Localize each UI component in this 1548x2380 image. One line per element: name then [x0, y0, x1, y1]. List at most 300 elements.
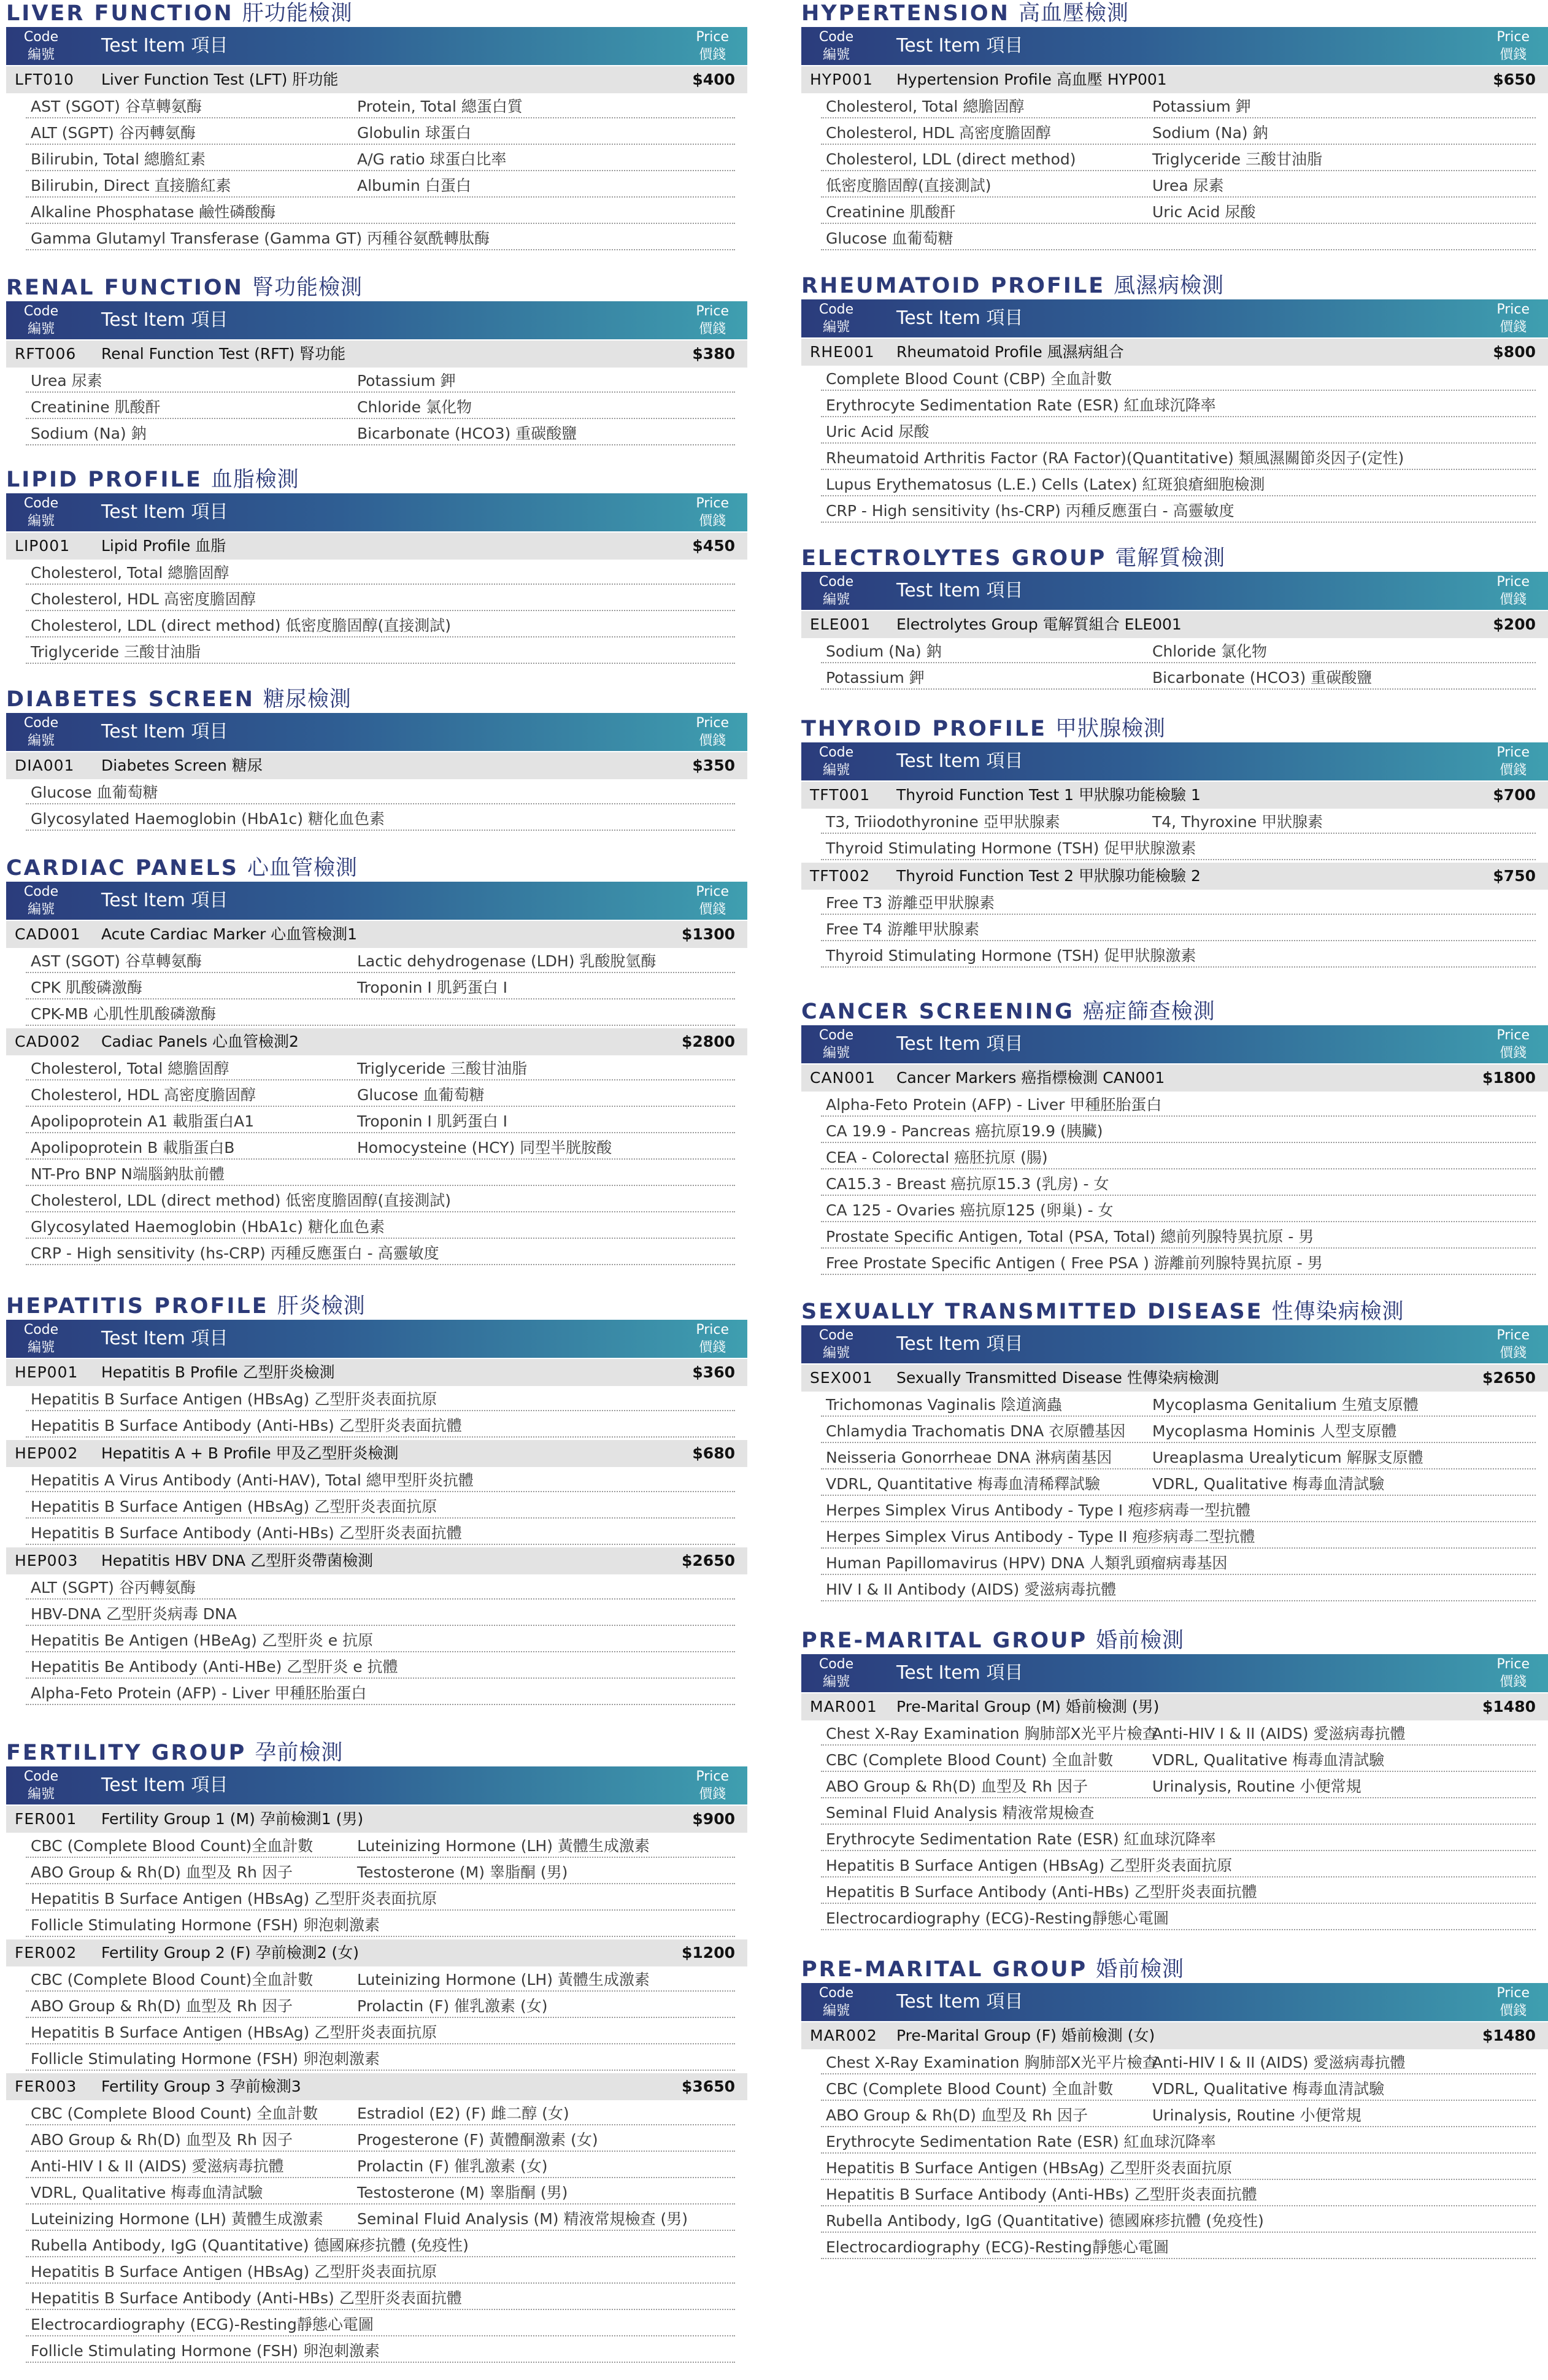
header-price-en: Price: [696, 496, 729, 511]
test-item: Chloride 氯化物: [1152, 642, 1267, 660]
test-item: Hepatitis B Surface Antibody (Anti-HBs) 乙型肝炎表面抗體: [31, 2289, 462, 2307]
test-item-row: [801, 445, 1548, 471]
test-item: AST (SGOT) 谷草轉氨酶: [31, 98, 202, 115]
test-item-row: [801, 1773, 1548, 1800]
test-item: Potassium 鉀: [826, 669, 925, 687]
package-name: Acute Cardiac Marker 心血管檢測1: [101, 925, 358, 943]
test-item: Prostate Specific Antigen, Total (PSA, Total) 總前列腺特異抗原 - 男: [826, 1228, 1314, 1246]
package-name: Cancer Markers 癌指標檢測 CAN001: [896, 1069, 1165, 1087]
header-code-en: Code: [23, 29, 59, 45]
package-code: FER003: [15, 2078, 77, 2095]
package-row: [6, 1440, 747, 1467]
package-code: LIP001: [15, 537, 71, 555]
test-item-row: [6, 2153, 747, 2179]
test-item: CRP - High sensitivity (hs-CRP) 丙種反應蛋白 - 高靈敏度: [31, 1244, 439, 1262]
header-price-en: Price: [1496, 1328, 1530, 1343]
test-item-row: [6, 560, 747, 586]
header-test-item: Test Item 項目: [896, 35, 1023, 56]
test-item-row: [801, 1444, 1548, 1471]
test-item-row: [801, 1223, 1548, 1250]
test-item-row: [6, 1574, 747, 1601]
test-item: Triglyceride 三酸甘油脂: [31, 643, 201, 661]
test-item-row: [6, 2285, 747, 2311]
section-title-en: DIABETES SCREEN: [6, 687, 255, 712]
test-item: Hepatitis B Surface Antigen (HBsAg) 乙型肝炎表面抗原: [31, 2024, 437, 2041]
test-item: Sodium (Na) 鈉: [826, 642, 942, 660]
header-price-zh: 價錢: [1500, 592, 1527, 607]
section-title-zh: 婚前檢測: [1096, 1957, 1185, 1982]
test-item: CA 19.9 - Pancreas 癌抗原19.9 (胰臟): [826, 1122, 1103, 1140]
section-std: [801, 1298, 1548, 1603]
package-code: TFT002: [810, 867, 871, 885]
test-item: Cholesterol, HDL 高密度膽固醇: [31, 590, 256, 608]
package-price: $1480: [1482, 1698, 1536, 1716]
test-item-row: [6, 199, 747, 225]
test-item: Lactic dehydrogenase (LDH) 乳酸脫氫酶: [357, 952, 657, 970]
test-item: Glucose 血葡萄糖: [826, 229, 953, 247]
test-item: Uric Acid 尿酸: [1152, 203, 1256, 221]
package-row: [6, 66, 747, 93]
test-item: Chest X-Ray Examination 胸肺部X光平片檢查: [826, 2054, 1158, 2071]
header-price-zh: 價錢: [1500, 2003, 1527, 2019]
test-item-row: [801, 1879, 1548, 1905]
header-code: [20, 302, 63, 338]
test-item: Herpes Simplex Virus Antibody - Type II 疱疹病毒二型抗體: [826, 1528, 1255, 1546]
test-item: Erythrocyte Sedimentation Rate (ESR) 紅血球沉降率: [826, 2133, 1216, 2151]
header-test-item: Test Item 項目: [101, 309, 228, 331]
header-test-item: Test Item 項目: [896, 580, 1023, 601]
package-code: CAN001: [810, 1069, 876, 1087]
test-item-row: [801, 1576, 1548, 1603]
test-item: Hepatitis A Virus Antibody (Anti-HAV), Total 總甲型肝炎抗體: [31, 1471, 474, 1489]
test-item: Urinalysis, Routine 小便常規: [1152, 1777, 1361, 1795]
package-code: DIA001: [15, 757, 75, 774]
package-price: $2650: [1482, 1369, 1536, 1387]
test-item-row: [6, 1134, 747, 1161]
package-row: [801, 339, 1548, 366]
header-code-en: Code: [23, 715, 59, 731]
test-item-row: [801, 1747, 1548, 1773]
package-code: HYP001: [810, 71, 873, 88]
header-price-en: Price: [696, 715, 729, 731]
section-title-zh: 血脂檢測: [210, 468, 299, 492]
test-item: Glucose 血葡萄糖: [357, 1086, 485, 1104]
header-code-en: Code: [818, 1028, 854, 1043]
header-price: [696, 1321, 729, 1357]
test-item-row: [801, 2181, 1548, 2208]
test-item: Bicarbonate (HCO3) 重碳酸鹽: [357, 425, 577, 442]
test-item: Hepatitis B Surface Antibody (Anti-HBs) 乙型肝炎表面抗體: [826, 2186, 1257, 2203]
section-title: [801, 1298, 1548, 1325]
package-code: FER001: [15, 1810, 77, 1828]
section-title: [801, 545, 1548, 572]
header-test-item: Test Item 項目: [896, 750, 1023, 772]
test-item: Triglyceride 三酸甘油脂: [1152, 150, 1322, 168]
test-item-row: [801, 146, 1548, 172]
header-price-zh: 價錢: [699, 902, 726, 917]
header-code: [815, 1327, 858, 1362]
package-name: Hepatitis A + B Profile 甲及乙型肝炎檢測: [101, 1444, 399, 1462]
section-title-zh: 風濕病檢測: [1114, 274, 1225, 298]
test-item: Hepatitis B Surface Antigen (HBsAg) 乙型肝炎表面抗原: [31, 1890, 437, 1908]
test-item-row: [6, 2206, 747, 2232]
header-test-item: Test Item 項目: [896, 1991, 1023, 2012]
header-price-en: Price: [696, 1769, 729, 1784]
test-item-row: [801, 366, 1548, 392]
package-row: [6, 921, 747, 948]
test-item: AST (SGOT) 谷草轉氨酶: [31, 952, 202, 970]
test-item: Bicarbonate (HCO3) 重碳酸鹽: [1152, 669, 1373, 687]
test-item: Electrocardiography (ECG)-Resting靜態心電圖: [31, 2316, 374, 2333]
test-item: Mycoplasma Hominis 人型支原體: [1152, 1422, 1397, 1440]
header-code-zh: 編號: [822, 2003, 850, 2019]
test-item-row: [6, 394, 747, 420]
package-row: [801, 1065, 1548, 1092]
test-item-row: [6, 1493, 747, 1520]
section-title-zh: 糖尿檢測: [263, 687, 352, 712]
test-item-row: [6, 1966, 747, 1993]
header-code-zh: 編號: [822, 1346, 850, 1361]
header-code-zh: 編號: [822, 47, 850, 63]
test-item-row: [801, 1197, 1548, 1223]
test-item: Cholesterol, HDL 高密度膽固醇: [31, 1086, 256, 1104]
test-item: Free T4 游離甲狀腺素: [826, 920, 980, 938]
section-title-zh: 電解質檢測: [1115, 546, 1226, 571]
header-price: [696, 714, 729, 750]
test-item: A/G ratio 球蛋白比率: [357, 150, 507, 168]
test-item-row: [6, 1001, 747, 1027]
section-title-zh: 肝炎檢測: [277, 1294, 366, 1319]
package-price: $400: [692, 71, 735, 88]
test-item-row: [801, 2234, 1548, 2260]
table-header: [801, 742, 1548, 780]
package-name: Electrolytes Group 電解質組合 ELE001: [896, 615, 1182, 633]
table-header: [801, 299, 1548, 337]
package-code: HEP001: [15, 1363, 79, 1381]
test-item: Cholesterol, LDL (direct method) 低密度膽固醇(直接測試): [31, 1192, 451, 1209]
package-price: $680: [692, 1444, 735, 1462]
section-thyroid: [801, 715, 1548, 969]
test-item: Glucose 血葡萄糖: [31, 784, 158, 801]
package-name: Hepatitis B Profile 乙型肝炎檢測: [101, 1363, 335, 1381]
header-price-en: Price: [696, 884, 729, 899]
package-price: $450: [692, 537, 735, 555]
test-item: VDRL, Quantitative 梅毒血清稀釋試驗: [826, 1475, 1100, 1493]
section-title-zh: 心血管檢測: [247, 856, 358, 880]
test-item: Erythrocyte Sedimentation Rate (ESR) 紅血球沉降率: [826, 396, 1216, 414]
header-code-zh: 編號: [822, 592, 850, 607]
section-premarital-m: [801, 1627, 1548, 1931]
header-price-zh: 價錢: [699, 514, 726, 529]
header-price-zh: 價錢: [1500, 1674, 1527, 1690]
test-item: Glycosylated Haemoglobin (HbA1c) 糖化血色素: [31, 1218, 385, 1236]
package-code: CAD001: [15, 925, 81, 943]
package-price: $900: [692, 1810, 735, 1828]
header-code: [815, 28, 858, 64]
section-title: [6, 855, 747, 882]
section-title: [6, 1739, 747, 1766]
section-title: [801, 715, 1548, 742]
header-price: [1496, 301, 1530, 336]
test-item: HIV I & II Antibody (AIDS) 愛滋病毒抗體: [826, 1581, 1117, 1598]
header-price-en: Price: [696, 1322, 729, 1338]
section-title: [6, 0, 747, 27]
header-price: [696, 302, 729, 338]
test-item: 低密度膽固醇(直接測試): [826, 177, 992, 194]
test-item: Cholesterol, Total 總膽固醇: [31, 564, 229, 582]
test-item-row: [6, 2259, 747, 2285]
header-price-zh: 價錢: [699, 322, 726, 337]
header-price-en: Price: [1496, 1657, 1530, 1672]
header-code-zh: 編號: [822, 763, 850, 778]
test-item: Urinalysis, Routine 小便常規: [1152, 2106, 1361, 2124]
header-code-en: Code: [23, 1769, 59, 1784]
header-code-en: Code: [23, 1322, 59, 1338]
section-title: [801, 1627, 1548, 1654]
test-item-row: [6, 1859, 747, 1885]
test-item: Trichomonas Vaginalis 陰道滴蟲: [826, 1396, 1062, 1414]
test-item: VDRL, Qualitative 梅毒血清試驗: [1152, 1475, 1385, 1493]
section-title-zh: 甲狀腺檢測: [1055, 717, 1166, 741]
package-code: LFT010: [15, 71, 74, 88]
package-name: Hepatitis HBV DNA 乙型肝炎帶菌檢測: [101, 1552, 374, 1569]
test-item-row: [801, 942, 1548, 969]
test-item: Rheumatoid Arthritis Factor (RA Factor)(Quantitative) 類風濕關節炎因子(定性): [826, 449, 1404, 467]
test-item: HBV-DNA 乙型肝炎病毒 DNA: [31, 1605, 237, 1623]
test-item: Alkaline Phosphatase 鹼性磷酸酶: [31, 203, 276, 221]
test-item-row: [801, 1118, 1548, 1144]
header-code-zh: 編號: [27, 902, 55, 917]
header-price: [1496, 1327, 1530, 1362]
test-item: Anti-HIV I & II (AIDS) 愛滋病毒抗體: [1152, 2054, 1406, 2071]
test-item: Herpes Simplex Virus Antibody - Type I 疱疹病毒一型抗體: [826, 1501, 1251, 1519]
test-item: Hepatitis B Surface Antigen (HBsAg) 乙型肝炎表面抗原: [31, 1390, 437, 1408]
test-item-row: [6, 1993, 747, 2019]
test-item-row: [6, 1412, 747, 1439]
header-price-zh: 價錢: [1500, 1346, 1527, 1361]
section-cardiac: [6, 855, 747, 1266]
header-code: [20, 28, 63, 64]
package-row: [6, 1939, 747, 1966]
test-item: Rubella Antibody, IgG (Quantitative) 德國麻疹抗體 (免疫性): [31, 2236, 469, 2254]
package-code: MAR002: [810, 2027, 877, 2044]
test-item: Urea 尿素: [31, 372, 102, 390]
header-price-en: Price: [1496, 1028, 1530, 1043]
test-item-row: [801, 392, 1548, 418]
header-price: [1496, 1655, 1530, 1691]
section-title-en: LIPID PROFILE: [6, 468, 202, 492]
test-item: VDRL, Qualitative 梅毒血清試驗: [1152, 2080, 1385, 2098]
header-code-zh: 編號: [822, 1674, 850, 1690]
package-price: $1200: [682, 1944, 735, 1962]
package-price: $350: [692, 757, 735, 774]
section-diabetes: [6, 686, 747, 832]
header-test-item: Test Item 項目: [101, 721, 228, 742]
test-item-row: [6, 1082, 747, 1108]
test-item-row: [6, 779, 747, 806]
package-code: HEP003: [15, 1552, 79, 1569]
test-item-row: [801, 2208, 1548, 2234]
test-item-row: [6, 1214, 747, 1240]
test-item-row: [6, 974, 747, 1001]
test-item: Progesterone (F) 黃體酮激素 (女): [357, 2131, 598, 2149]
package-code: FER002: [15, 1944, 77, 1962]
section-title-zh: 癌症篩查檢測: [1082, 999, 1215, 1024]
test-item: Anti-HIV I & II (AIDS) 愛滋病毒抗體: [1152, 1725, 1406, 1743]
test-item: Potassium 鉀: [1152, 98, 1251, 115]
package-name: Diabetes Screen 糖尿: [101, 757, 263, 774]
test-item: Electrocardiography (ECG)-Resting靜態心電圖: [826, 2238, 1169, 2256]
test-item-row: [801, 2155, 1548, 2181]
section-electrolytes: [801, 545, 1548, 691]
section-title: [801, 0, 1548, 27]
header-test-item: Test Item 項目: [101, 1328, 228, 1349]
header-price-zh: 價錢: [1500, 763, 1527, 778]
package-code: CAD002: [15, 1033, 81, 1050]
test-item: Cholesterol, HDL 高密度膽固醇: [826, 124, 1051, 142]
package-code: TFT001: [810, 786, 871, 804]
test-item-row: [6, 1627, 747, 1654]
test-item-row: [801, 2049, 1548, 2076]
section-title-en: THYROID PROFILE: [801, 717, 1047, 741]
section-premarital-f: [801, 1956, 1548, 2260]
test-item: Hepatitis B Surface Antibody (Anti-HBs) 乙型肝炎表面抗體: [826, 1883, 1257, 1901]
section-rheumatoid: [801, 272, 1548, 524]
header-test-item: Test Item 項目: [101, 1774, 228, 1796]
table-header: [6, 493, 747, 531]
test-item: CA 125 - Ovaries 癌抗原125 (卵巢) - 女: [826, 1201, 1114, 1219]
package-row: [801, 1693, 1548, 1720]
header-code-zh: 編號: [27, 733, 55, 749]
header-code: [815, 1026, 858, 1062]
section-title-en: FERTILITY GROUP: [6, 1741, 247, 1765]
test-item-row: [6, 612, 747, 639]
test-item: Cholesterol, Total 總膽固醇: [31, 1060, 229, 1077]
header-price-en: Price: [1496, 1985, 1530, 2001]
package-row: [6, 752, 747, 779]
test-item-row: [801, 1800, 1548, 1826]
test-item: Seminal Fluid Analysis 精液常規檢查: [826, 1804, 1095, 1822]
test-item-row: [801, 93, 1548, 120]
package-row: [6, 1359, 747, 1386]
package-row: [801, 782, 1548, 809]
section-title-zh: 孕前檢測: [255, 1741, 344, 1765]
test-item: CA15.3 - Breast 癌抗原15.3 (乳房) - 女: [826, 1175, 1109, 1193]
test-item-row: [801, 418, 1548, 445]
test-item: VDRL, Qualitative 梅毒血清試驗: [31, 2184, 263, 2201]
header-code-en: Code: [818, 745, 854, 760]
package-price: $2650: [682, 1552, 735, 1569]
package-name: Thyroid Function Test 1 甲狀腺功能檢驗 1: [896, 786, 1201, 804]
test-item: ABO Group & Rh(D) 血型及 Rh 因子: [826, 2106, 1088, 2124]
test-item: Hepatitis Be Antibody (Anti-HBe) 乙型肝炎 e 抗體: [31, 1658, 398, 1676]
section-title-zh: 肝功能檢測: [242, 1, 353, 26]
test-item: Sodium (Na) 鈉: [1152, 124, 1268, 142]
table-header: [6, 1766, 747, 1804]
test-item: Hepatitis B Surface Antigen (HBsAg) 乙型肝炎表面抗原: [31, 2263, 437, 2281]
header-test-item: Test Item 項目: [896, 1662, 1023, 1684]
package-code: RHE001: [810, 343, 875, 361]
test-item-row: [801, 1497, 1548, 1523]
package-name: Hypertension Profile 高血壓 HYP001: [896, 71, 1167, 88]
header-code-en: Code: [818, 574, 854, 590]
section-title-en: HYPERTENSION: [801, 1, 1010, 26]
package-price: $200: [1493, 615, 1536, 633]
package-name: Fertility Group 1 (M) 孕前檢測1 (男): [101, 1810, 364, 1828]
package-code: RFT006: [15, 345, 77, 363]
test-item: Chest X-Ray Examination 胸肺部X光平片檢查: [826, 1725, 1158, 1743]
header-price-zh: 價錢: [1500, 47, 1527, 63]
test-item-row: [6, 2179, 747, 2206]
section-title-en: PRE-MARITAL GROUP: [801, 1957, 1088, 1982]
package-row: [6, 1806, 747, 1833]
test-item: ALT (SGPT) 谷丙轉氨酶: [31, 1579, 196, 1596]
header-price-zh: 價錢: [699, 47, 726, 63]
test-item: Chlamydia Trachomatis DNA 衣原體基因: [826, 1422, 1126, 1440]
package-price: $360: [692, 1363, 735, 1381]
test-item: CBC (Complete Blood Count) 全血計數: [826, 1751, 1114, 1769]
header-code-zh: 編號: [822, 1046, 850, 1061]
package-name: Sexually Transmitted Disease 性傳染病檢測: [896, 1369, 1219, 1387]
package-name: Rheumatoid Profile 風濕病組合: [896, 343, 1124, 361]
package-name: Lipid Profile 血脂: [101, 537, 226, 555]
test-item: Prolactin (F) 催乳激素 (女): [357, 1997, 548, 2015]
test-item: Ureaplasma Urealyticum 解脲支原體: [1152, 1449, 1423, 1466]
header-price-zh: 價錢: [1500, 1046, 1527, 1061]
table-header: [6, 301, 747, 339]
test-item: Globulin 球蛋白: [357, 124, 472, 142]
test-item-row: [6, 1055, 747, 1082]
section-fertility: [6, 1739, 747, 2364]
header-test-item: Test Item 項目: [101, 890, 228, 911]
test-item-row: [6, 368, 747, 394]
test-item: Sodium (Na) 鈉: [31, 425, 147, 442]
test-item: Hepatitis Be Antigen (HBeAg) 乙型肝炎 e 抗原: [31, 1631, 374, 1649]
test-item-row: [6, 1467, 747, 1493]
package-name: Fertility Group 2 (F) 孕前檢測2 (女): [101, 1944, 359, 1962]
test-item: Luteinizing Hormone (LH) 黃體生成激素: [31, 2210, 323, 2228]
section-title-en: LIVER FUNCTION: [6, 1, 234, 26]
header-price: [696, 883, 729, 918]
test-item: Estradiol (E2) (F) 雌二醇 (女): [357, 2105, 569, 2122]
section-lipid: [6, 466, 747, 665]
test-item: ABO Group & Rh(D) 血型及 Rh 因子: [826, 1777, 1088, 1795]
header-code-en: Code: [23, 496, 59, 511]
test-item: Hepatitis B Surface Antibody (Anti-HBs) 乙型肝炎表面抗體: [31, 1417, 462, 1435]
test-item: Chloride 氯化物: [357, 398, 472, 416]
test-item: Seminal Fluid Analysis (M) 精液常規檢查 (男): [357, 2210, 688, 2228]
section-title-zh: 性傳染病檢測: [1271, 1300, 1404, 1324]
package-price: $800: [1493, 343, 1536, 361]
test-item: Glycosylated Haemoglobin (HbA1c) 糖化血色素: [31, 810, 385, 828]
test-item: Follicle Stimulating Hormone (FSH) 卵泡刺激素: [31, 2050, 380, 2068]
header-test-item: Test Item 項目: [101, 501, 228, 523]
test-item-row: [6, 1601, 747, 1627]
test-item-row: [6, 806, 747, 832]
header-price-en: Price: [696, 304, 729, 319]
test-item: Lupus Erythematosus (L.E.) Cells (Latex) 紅斑狼瘡細胞檢測: [826, 476, 1265, 493]
test-item: Hepatitis B Surface Antigen (HBsAg) 乙型肝炎表面抗原: [31, 1498, 437, 1515]
header-code-en: Code: [818, 1328, 854, 1343]
header-code: [20, 495, 63, 530]
test-item: Triglyceride 三酸甘油脂: [357, 1060, 527, 1077]
test-item: Gamma Glutamyl Transferase (Gamma GT) 丙種谷氨酰轉肽酶: [31, 229, 490, 247]
package-row: [6, 1028, 747, 1055]
header-code-zh: 編號: [822, 320, 850, 335]
header-price: [1496, 744, 1530, 779]
package-row: [6, 533, 747, 560]
section-title-en: SEXUALLY TRANSMITTED DISEASE: [801, 1300, 1263, 1324]
